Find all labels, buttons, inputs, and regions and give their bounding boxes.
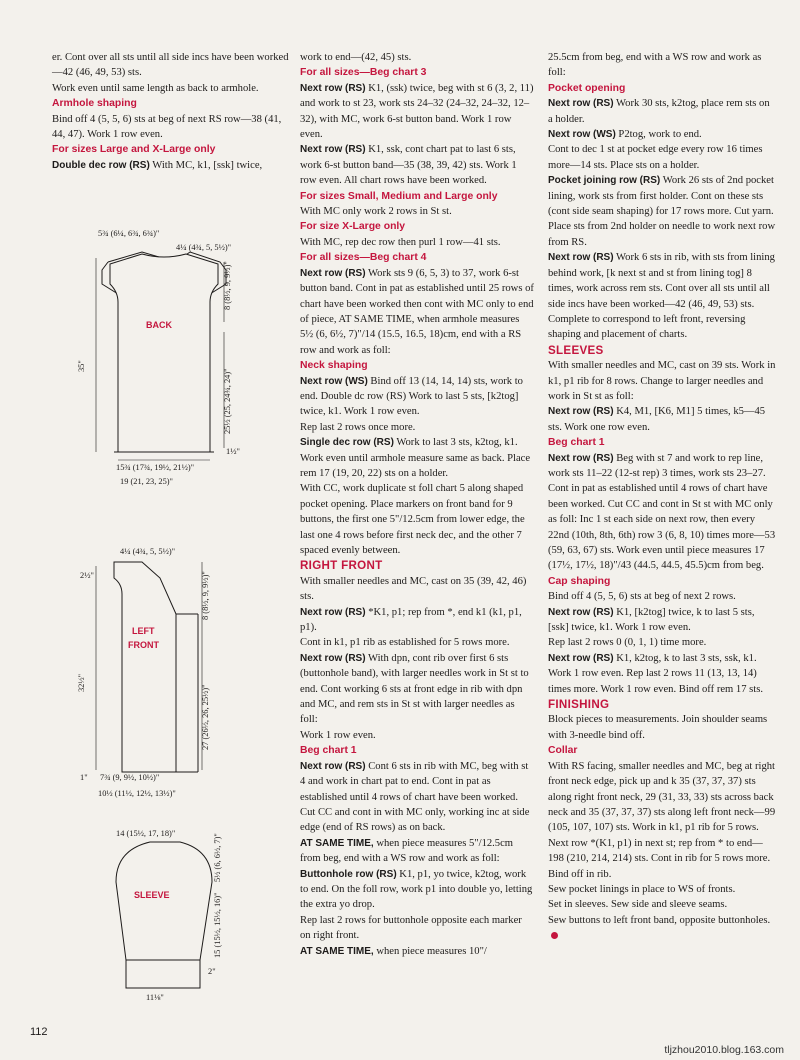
instruction-paragraph — [548, 127, 776, 142]
paragraph: With smaller needles and MC, cast on 39 sts. Work in k1, p1 rib for 8 rows. Change to larger needles and work in St st as foll: — [548, 360, 776, 402]
front-outline — [114, 562, 176, 772]
instruction-paragraph — [548, 605, 776, 636]
row-text: K1, (ssk) twice, beg with st 6 (3, 2, 11) and work to st 23, work sts 24–32 (24–32, 24–32, 12–32), with MC, work 6-st button band. Work 1 row even. — [300, 82, 534, 141]
row-text: K4, M1, [K6, M1] 5 times, k5—45 sts. Work one row even. — [548, 406, 766, 433]
instruction-paragraph — [300, 266, 534, 358]
instruction-paragraph — [300, 435, 534, 481]
front-side-measure: 27 (26½, 26, 25½)" — [201, 684, 210, 750]
row-text: With dpn, cont rib over first 6 sts (buttonhole band), with larger needles work in St st to end. Cont working 6 sts at front edge in rib with dpn and MC, and rem sts in St st with larger needles as foll: — [300, 652, 529, 726]
row-label: Next row (RS) — [300, 606, 366, 618]
sleeve-cuff-measure: 2" — [208, 967, 216, 976]
front-label-2: FRONT — [128, 640, 159, 650]
row-label: Next row (RS) — [548, 652, 614, 664]
paragraph: Cont to dec 1 st at pocket edge every row 16 times more—14 sts. Place sts on a holder. — [548, 144, 763, 171]
back-neck-measure: 4¼ (4¾, 5, 5½)" — [176, 243, 232, 252]
row-label: Next row (WS) — [300, 375, 368, 387]
back-rib-measure: 1½" — [226, 447, 240, 456]
paragraph: Work 1 row even. — [300, 729, 376, 741]
row-text: Work 30 sts, k2tog, place rem sts on a holder. — [548, 98, 770, 125]
row-label: Next row (RS) — [300, 760, 366, 772]
row-label: Next row (WS) — [548, 129, 616, 141]
instruction-paragraph — [300, 142, 534, 188]
front-label-1: LEFT — [132, 626, 155, 636]
row-text: P2tog, work to end. — [615, 129, 702, 141]
back-outline-clean — [110, 254, 218, 452]
section-heading: SLEEVES — [548, 343, 604, 357]
row-label: Single dec row (RS) — [300, 437, 394, 449]
instruction-paragraph — [300, 867, 534, 913]
paragraph: Rep last 2 rows for buttonhole opposite each marker on right front. — [300, 914, 522, 942]
instruction-paragraph — [548, 404, 776, 435]
paragraph: Rep last 2 rows 0 (0, 1, 1) time more. — [548, 637, 707, 649]
row-label: Next row (RS) — [548, 98, 614, 110]
row-label: Next row (RS) — [548, 406, 614, 418]
row-text: Work sts 9 (6, 5, 3) to 37, work 6-st button band. Cont in pat as established until 25 rows of chart have been worked then cont with MC only to end of piece, AT SAME TIME, when armhole measures 5½ (6, 6½, 7)"/14 (15.5, 16.5, 18)cm, end with a RS row and work as foll: — [300, 267, 534, 356]
back-side-measure: 25½ (25, 24¾, 24)" — [223, 368, 232, 434]
row-label: Next row (RS) — [300, 144, 366, 156]
paragraph: work to end—(42, 45) sts. — [300, 52, 412, 63]
subheading: Armhole shaping — [52, 98, 137, 110]
paragraph: er. Cont over all sts until all side incs have been worked—42 (46, 49, 53) sts. — [52, 52, 289, 79]
instruction-paragraph — [52, 158, 292, 173]
subheading: Beg chart 1 — [300, 745, 357, 757]
paragraph: Rep last 2 rows once more. — [300, 421, 416, 433]
front-neck-measure: 4¼ (4¾, 5, 5½)" — [120, 547, 176, 556]
front-width-measure: 10½ (11½, 12½, 13½)" — [98, 789, 176, 798]
back-armhole-measure: 8 (8½, 9, 9½)" — [223, 261, 232, 310]
sleeve-outline — [116, 842, 212, 988]
back-width-measure: 15¾ (17¾, 19½, 21½)" — [116, 463, 195, 472]
instruction-paragraph — [548, 250, 776, 312]
instruction-paragraph — [548, 96, 776, 127]
sleeve-label: SLEEVE — [134, 890, 170, 900]
paragraph: Set in sleeves. Sew side and sleeve seams. — [548, 899, 728, 911]
paragraph: With RS facing, smaller needles and MC, beg at right front neck edge, pick up and k 35 (37, 37, 37) sts along right front neck, 29 (31, 33, 33) sts across back neck and 35 (37, 37, 37) sts along left front neck—99 (105, 107, 107) sts. Work in k1, p1 rib for 5 rows. Next row *(K1, p1) in next st; rep from * to end—198 (210, 214, 214) sts. Cont in rib for 5 rows more. Bind off in rib. — [548, 760, 776, 880]
instruction-paragraph — [300, 759, 534, 836]
row-label: Pocket joining row (RS) — [548, 175, 661, 187]
row-label: Buttonhole row (RS) — [300, 868, 397, 880]
row-text: K1, [k2tog] twice, k to last 5 sts, [ssk] twice, k1. Work 1 row even. — [548, 606, 755, 634]
paragraph: With MC, rep dec row then purl 1 row—41 sts. — [300, 236, 501, 248]
back-shoulder-measure: 5¾ (6¼, 6¾, 6¾)" — [98, 229, 160, 238]
page-number: 112 — [30, 1026, 48, 1038]
column-1 — [52, 50, 292, 173]
row-text: Bind off 13 (14, 14, 14) sts, work to end. Double dc row (RS) Work to last 5 sts, [k2tog] twice, k1. Work 1 row even. — [300, 375, 523, 418]
column-3 — [548, 50, 776, 944]
row-text: Cont 6 sts in rib with MC, beg with st 4 and work in chart pat to end. Cont in pat as established until 4 rows of chart have been worked. Cut CC and cont in with MC only, working inc at side edge (end of RS rows) as on back. — [300, 760, 530, 834]
instruction-paragraph — [548, 651, 776, 697]
sleeve-wrist-measure: 11⅛" — [146, 993, 164, 1002]
back-hem-measure: 19 (21, 23, 25)" — [120, 477, 173, 486]
front-armhole-measure: 8 (8½, 9, 9½)" — [201, 571, 210, 620]
row-text: Work to last 3 sts, k2tog, k1. Work even until armhole measure same as back. Place rem 17 (19, 20, 22) sts on a holder. — [300, 437, 531, 479]
subheading: Neck shaping — [300, 360, 368, 372]
paragraph: Block pieces to measurements. Join shoulder seams with 3-needle bind off. — [548, 714, 768, 741]
front-drop-measure: 2½" — [80, 571, 94, 580]
row-text: Work 6 sts in rib, with sts from lining behind work, [k next st and st from lining tog] 8 times, work across rem sts. Cont over all sts until all side incs have been worked—42 (46, 49, 53) sts. — [548, 252, 775, 310]
subheading: For sizes Small, Medium and Large only — [300, 190, 498, 202]
row-label: Next row (RS) — [300, 82, 366, 94]
paragraph: Bind off 4 (5, 5, 6) sts at beg of next 2 rows. — [548, 591, 736, 603]
subheading: Beg chart 1 — [548, 437, 605, 449]
subheading: Pocket opening — [548, 82, 626, 94]
front-schematic — [77, 547, 210, 798]
subheading: For all sizes—Beg chart 4 — [300, 252, 427, 264]
row-text: K1, ssk, cont chart pat to last 6 sts, work 6-st button band—35 (38, 39, 42) sts. Work 1 row even. All chart rows have been worked. — [300, 144, 517, 187]
paragraph: Work even until same length as back to armhole. — [52, 82, 259, 94]
instruction-paragraph — [300, 651, 534, 728]
row-label: Next row (RS) — [548, 252, 614, 264]
end-bullet-icon — [551, 932, 558, 939]
paragraph: Cont in k1, p1 rib as established for 5 rows more. — [300, 637, 510, 649]
back-schematic — [77, 229, 240, 486]
paragraph: Bind off 4 (5, 5, 6) sts at beg of next RS row—38 (41, 44, 47). Work 1 row even. — [52, 113, 282, 141]
subheading: For sizes Large and X-Large only — [52, 144, 216, 156]
row-label: Next row (RS) — [300, 267, 366, 279]
final-text: Sew buttons to left front band, opposite buttonholes. — [548, 914, 771, 926]
instruction-paragraph — [300, 944, 534, 959]
front-hem-measure: 7¾ (9, 9½, 10½)" — [100, 773, 160, 782]
row-text: when piece measures 10"/ — [373, 945, 487, 957]
front-total-measure: 32½" — [77, 673, 86, 692]
subheading: For all sizes—Beg chart 3 — [300, 67, 427, 79]
subheading: For size X-Large only — [300, 221, 406, 233]
row-text: *K1, p1; rep from *, end k1 (k1, p1, p1). — [300, 606, 522, 634]
sleeve-cap-measure: 5½ (6, 6½, 7)" — [213, 833, 222, 882]
paragraph: Sew pocket linings in place to WS of fronts. — [548, 883, 736, 895]
section-heading: FINISHING — [548, 698, 610, 712]
paragraph: With CC, work duplicate st foll chart 5 along shaped pocket opening. Place markers on front band for 9 buttons, the first one 5"/12.5cm from lower edge, the last one 4 rows before first neck dec, and the other 7 spaced evenly between. — [300, 483, 525, 556]
row-text: when piece measures 5"/12.5cm from beg, end with a WS row and work as foll: — [300, 837, 514, 865]
section-heading: RIGHT FRONT — [300, 559, 383, 573]
row-text: K1, p1, yo twice, k2tog, work to end. On the foll row, work p1 into double yo, letting the extra yo drop. — [300, 868, 533, 911]
instruction-paragraph — [300, 605, 534, 636]
row-label: AT SAME TIME, — [300, 945, 374, 957]
paragraph: With MC only work 2 rows in St st. — [300, 206, 452, 218]
row-label: Double dec row (RS) — [52, 159, 150, 171]
back-total-measure: 35" — [77, 360, 86, 372]
sleeve-schematic — [116, 829, 222, 1002]
instruction-paragraph — [300, 836, 534, 867]
column-2 — [300, 50, 534, 959]
front-band-measure: 1" — [80, 773, 88, 782]
row-label: Next row (RS) — [548, 452, 614, 464]
final-paragraph — [548, 913, 776, 944]
schematic-diagrams — [77, 222, 300, 1002]
subheading: Cap shaping — [548, 575, 611, 587]
paragraph: Complete to correspond to left front, reversing shaping and placement of charts. — [548, 313, 746, 341]
row-label: Next row (RS) — [300, 652, 366, 664]
sleeve-length-measure: 15 (15½, 15½, 16)" — [213, 892, 222, 958]
row-text: Work 26 sts of 2nd pocket lining, work sts from first holder. Cont on these sts (cont side seam shaping) for 17 rows more. Cut yarn. Place sts from 2nd holder on needle to work next row from RS. — [548, 175, 776, 248]
instruction-paragraph — [548, 451, 776, 574]
sleeve-top-measure: 14 (15½, 17, 18)" — [116, 829, 176, 838]
back-label: BACK — [146, 320, 172, 330]
row-label: AT SAME TIME, — [300, 837, 374, 849]
paragraph: 25.5cm from beg, end with a WS row and work as foll: — [548, 52, 762, 79]
row-text: Beg with st 7 and work to rep line, work sts 11–22 (12-st rep) 3 times, work sts 23–27. Cont in pat as established until 4 rows of chart have been worked. Cut CC and cont in St st with MC only as foll: Inc 1 st each side on next row, then every 22nd (10th, 8th, 6th) row 3 (6, 8, 10) times more—53 (59, 63, 67) sts. Work even until piece measures 17 (17½, 17½, 18)"/43 (44.5, 44.5, 45.5)cm from beg. — [548, 452, 776, 572]
row-text: K1, k2tog, k to last 3 sts, ssk, k1. Work 1 row even. Rep last 2 rows 11 (13, 13, 14) times more. Work 1 row even. Bind off rem 17 sts. — [548, 652, 764, 695]
blog-watermark: tljzhou2010.blog.163.com — [664, 1044, 784, 1056]
row-label: Next row (RS) — [548, 606, 614, 618]
instruction-paragraph — [300, 374, 534, 420]
instruction-paragraph — [548, 173, 776, 250]
subheading: Collar — [548, 745, 578, 757]
row-text: With MC, k1, [ssk] twice, — [149, 159, 263, 171]
paragraph: With smaller needles and MC, cast on 35 (39, 42, 46) sts. — [300, 575, 527, 603]
instruction-paragraph — [300, 81, 534, 143]
schematics-svg — [77, 222, 300, 1002]
